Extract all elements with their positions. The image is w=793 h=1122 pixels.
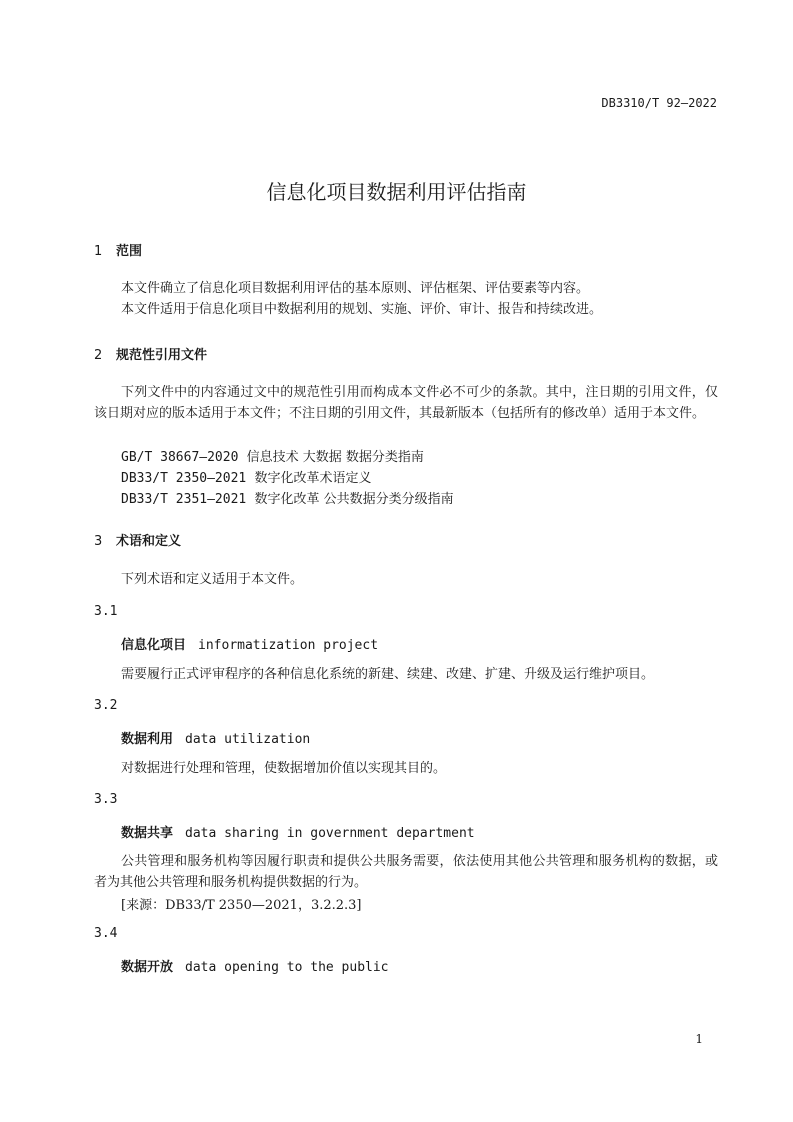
term-entry <box>121 728 310 747</box>
section-heading-normative-references <box>94 344 207 363</box>
term-source: [来源：DB33/T 2350—2021，3.2.2.3] <box>121 898 362 913</box>
term-zh: 信息化项目 <box>121 638 187 653</box>
reference-item <box>121 488 454 507</box>
section-title: 术语和定义 <box>116 534 182 549</box>
section-title: 规范性引用文件 <box>116 348 208 363</box>
term-en: data utilization <box>185 732 311 747</box>
term-number: 3.3 <box>94 792 118 807</box>
term-zh: 数据开放 <box>121 960 174 975</box>
paragraph: 本文件确立了信息化项目数据利用评估的基本原则、评估框架、评估要素等内容。 <box>121 281 590 296</box>
term-en: informatization project <box>198 638 379 653</box>
reference-name: 数字化改革术语定义 <box>254 471 372 486</box>
term-number: 3.2 <box>94 698 118 713</box>
reference-code: GB/T 38667—2020 <box>121 450 239 465</box>
term-entry <box>121 822 475 841</box>
document-title: 信息化项目数据利用评估指南 <box>266 180 527 204</box>
section-heading-scope <box>94 240 142 259</box>
term-definition: 对数据进行处理和管理，使数据增加价值以实现其目的。 <box>121 761 447 776</box>
term-definition: 公共管理和服务机构等因履行职责和提供公共服务需要，依法使用其他公共管理和服务机构的数据，或者为其他公共管理和服务机构提供数据的行为。 <box>94 854 718 890</box>
document-code: DB3310/T 92—2022 <box>601 96 717 110</box>
term-entry <box>121 634 378 653</box>
paragraph: 本文件适用于信息化项目中数据利用的规划、实施、评价、审计、报告和持续改进。 <box>121 302 603 317</box>
section-number: 2 <box>94 348 103 363</box>
section-heading-terms <box>94 530 181 549</box>
reference-code: DB33/T 2350—2021 <box>121 471 247 486</box>
section-title: 范围 <box>116 244 143 259</box>
term-number: 3.1 <box>94 604 118 619</box>
term-zh: 数据共享 <box>121 826 174 841</box>
term-en: data sharing in government department <box>185 826 475 841</box>
reference-item <box>121 467 372 486</box>
term-definition: 需要履行正式评审程序的各种信息化系统的新建、续建、改建、扩建、升级及运行维护项目。 <box>121 667 655 682</box>
reference-name: 数字化改革 公共数据分类分级指南 <box>254 492 454 507</box>
page-number: 1 <box>695 1032 703 1046</box>
section-number: 3 <box>94 534 103 549</box>
reference-name: 信息技术 大数据 数据分类指南 <box>246 450 424 465</box>
reference-item <box>121 446 424 465</box>
term-en: data opening to the public <box>185 960 389 975</box>
reference-code: DB33/T 2351—2021 <box>121 492 247 507</box>
term-zh: 数据利用 <box>121 732 174 747</box>
section-number: 1 <box>94 244 103 259</box>
paragraph: 下列术语和定义适用于本文件。 <box>121 572 304 587</box>
term-number: 3.4 <box>94 926 118 941</box>
paragraph: 下列文件中的内容通过文中的规范性引用而构成本文件必不可少的条款。其中，注日期的引用文件，仅该日期对应的版本适用于本文件；不注日期的引用文件，其最新版本（包括所有的修改单）适用于本文件。 <box>94 385 718 421</box>
term-entry <box>121 956 389 975</box>
